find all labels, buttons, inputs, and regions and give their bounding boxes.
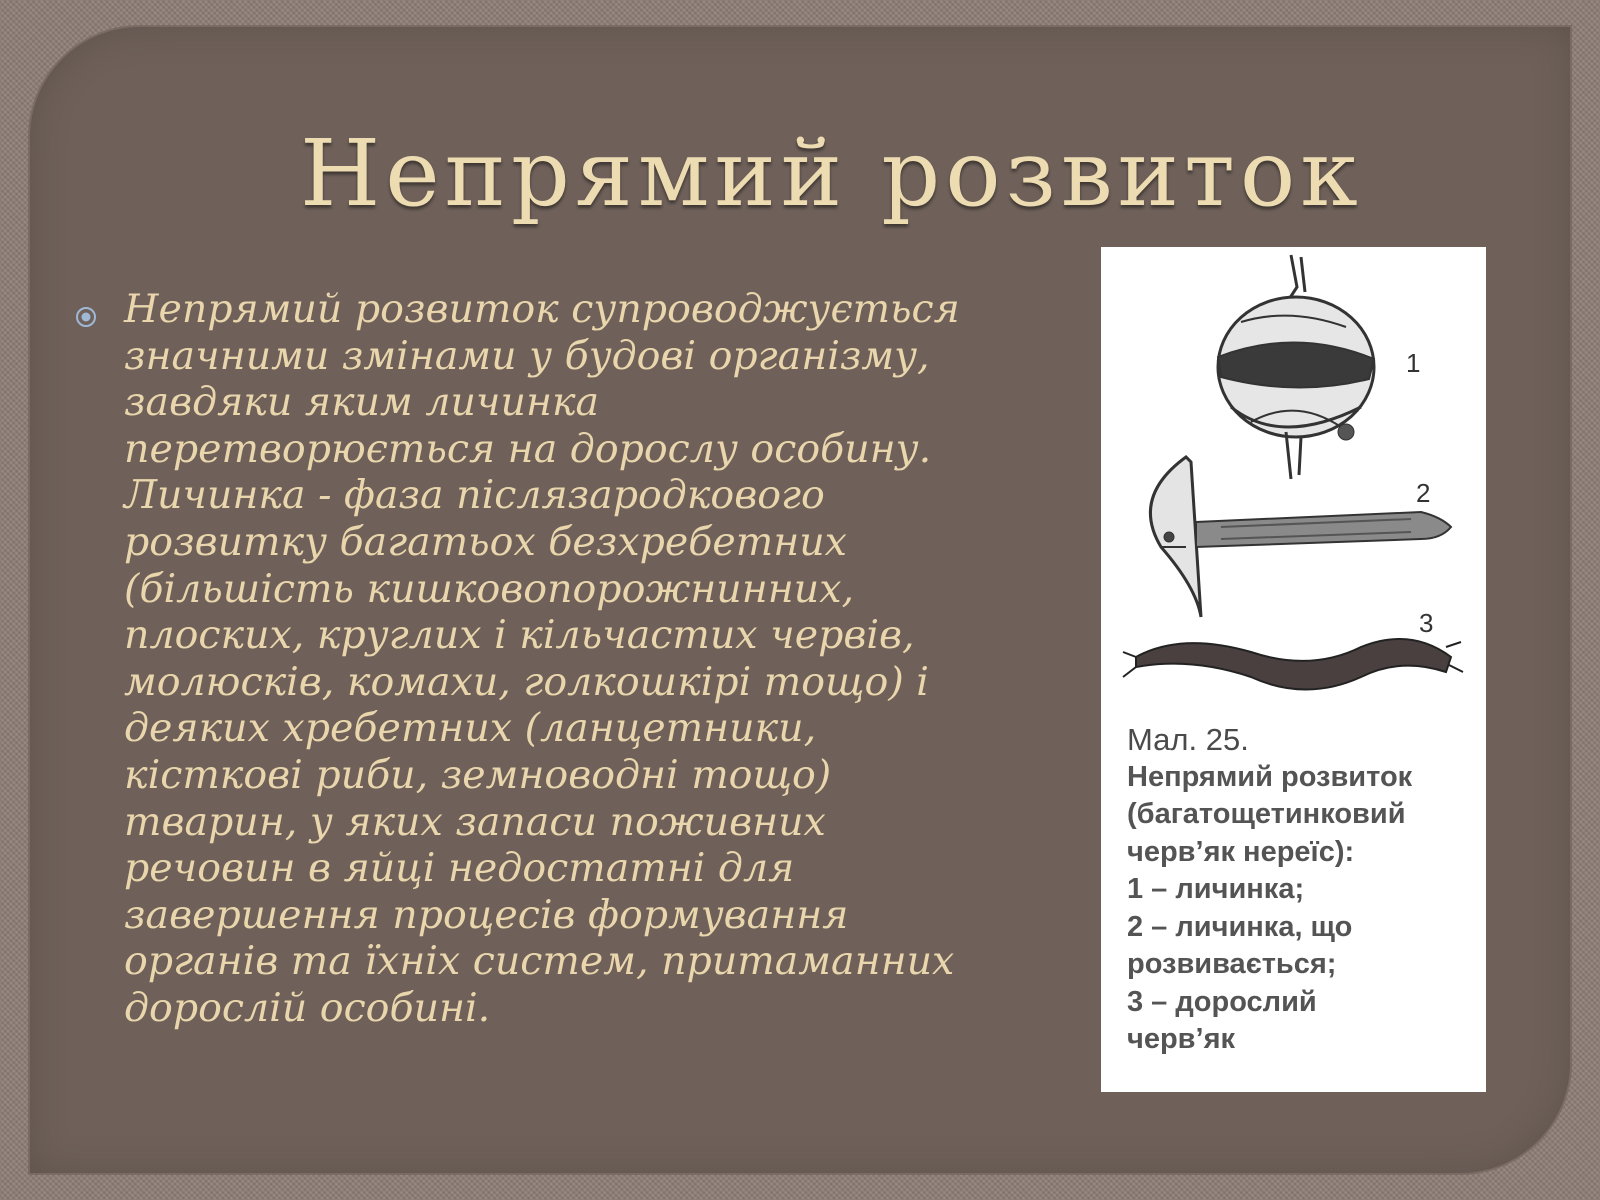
slide-title: Непрямий розвиток (300, 120, 1363, 227)
caption-line: черв’як (1127, 1023, 1235, 1055)
body-line: тварин, у яких запаси поживних (124, 798, 826, 845)
body-line: кісткові риби, земноводні тощо) (124, 751, 832, 798)
body-line: значними змінами у будові організму, (124, 332, 930, 379)
body-line: органів та їхніх систем, притаманних (124, 938, 955, 985)
caption-line: 3 – дорослий (1127, 985, 1317, 1018)
body-line: розвитку багатьох безхребетних (124, 518, 847, 565)
figure-caption (1127, 721, 1477, 1059)
body-line: завершення процесів формування (124, 891, 849, 938)
figure-label-2: 2 (1416, 478, 1431, 508)
body-line: речовин в яйці недостатні для (124, 845, 795, 892)
larva-drawing (1218, 255, 1374, 479)
caption-line: 2 – личинка, що (1127, 910, 1353, 943)
caption-line: Непрямий розвиток (1127, 760, 1413, 793)
body-line: (більшість кишковопорожнинних, (124, 565, 855, 612)
body-line: молюсків, комахи, голкошкірі тощо) і (124, 658, 929, 705)
figure-label-1: 1 (1406, 348, 1421, 378)
caption-line: (багатощетинковий (1127, 798, 1406, 830)
nereis-illustration (1101, 247, 1486, 717)
caption-line: Мал. 25. (1127, 722, 1249, 757)
caption-line: 1 – личинка; (1127, 873, 1305, 905)
body-line: Непрямий розвиток супроводжується (124, 286, 960, 332)
body-line: дорослій особині. (124, 984, 491, 1031)
body-line: плоских, круглих і кільчастих червів, (124, 612, 915, 659)
body-line: Личинка - фаза післязародкового (124, 472, 825, 519)
body-line: перетворюється на дорослу особину. (124, 425, 932, 472)
developing-larva-drawing (1150, 457, 1451, 617)
body-paragraph (124, 286, 1024, 1032)
figure-image (1101, 247, 1486, 1092)
body-line: завдяки яким личинка (124, 379, 600, 426)
adult-worm-drawing (1123, 639, 1463, 690)
figure-label-3: 3 (1419, 608, 1434, 638)
caption-line: розвивається; (1127, 948, 1337, 980)
bullet-icon (75, 306, 97, 328)
caption-line: черв’як нереїс): (1127, 835, 1355, 868)
body-line: деяких хребетних (ланцетники, (124, 705, 817, 752)
